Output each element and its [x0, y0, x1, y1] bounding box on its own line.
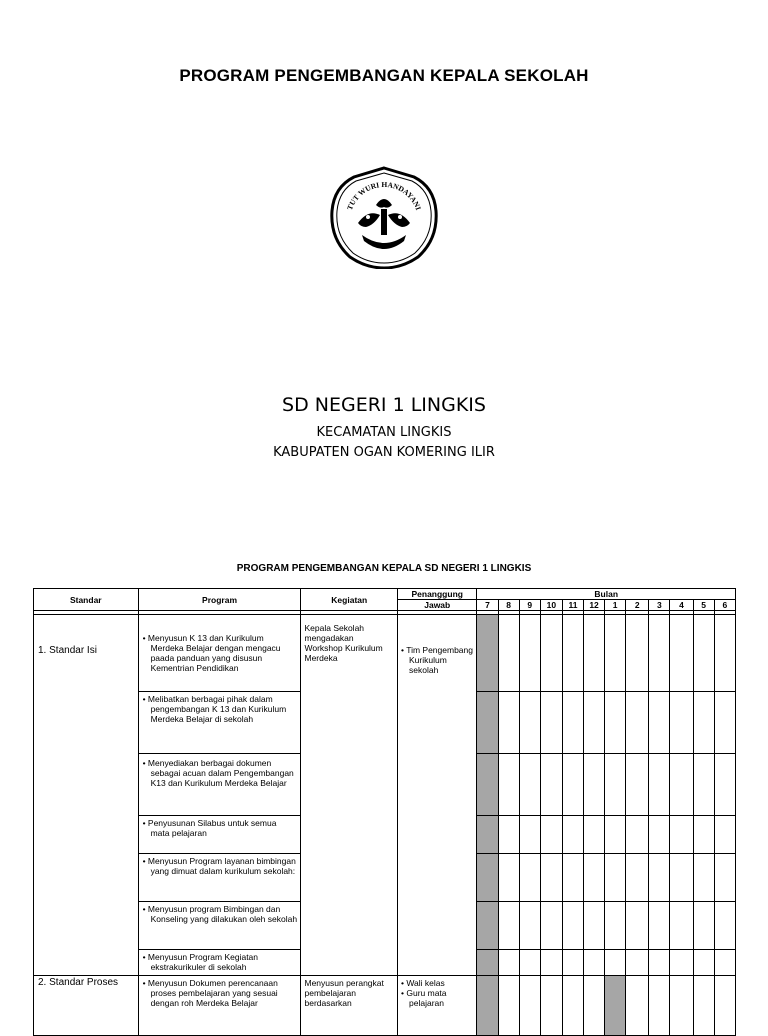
program-table	[33, 588, 736, 1036]
program-item: • Menyusun K 13 dan Kurikulum Merdeka Belajar dengan mengacu paada panduan yang disusun Kementrian Pendidikan	[138, 615, 301, 692]
penanggung-jawab-cell: • Tim Pengembang Kurikulum sekolah	[398, 615, 477, 976]
header-program: Program	[138, 589, 301, 611]
schedule-cell-active	[477, 854, 498, 902]
program-item: • Menyusun program Bimbingan dan Konseling yang dilakukan oleh sekolah	[138, 902, 301, 950]
month-cell: 3	[649, 600, 670, 611]
month-cell: 12	[584, 600, 605, 611]
page-title: PROGRAM PENGEMBANGAN KEPALA SEKOLAH	[179, 66, 589, 85]
program-item: • Menyusun Program layanan bimbingan yang dimuat dalam kurikulum sekolah:	[138, 854, 301, 902]
schedule-cell-active	[477, 816, 498, 854]
table-title: PROGRAM PENGEMBANGAN KEPALA SD NEGERI 1 LINGKIS	[236, 563, 532, 574]
district-name: KECAMATAN LINGKIS	[316, 425, 452, 440]
penanggung-jawab-cell: • Wali kelas • Guru mata pelajaran	[398, 976, 477, 1036]
table-row	[34, 976, 736, 1036]
month-cell: 9	[519, 600, 540, 611]
schedule-cell-active	[477, 692, 498, 754]
header-kegiatan: Kegiatan	[301, 589, 398, 611]
month-cell: 11	[562, 600, 583, 611]
schedule-cell-active	[477, 615, 498, 692]
standar-proses-label: 2. Standar Proses	[34, 976, 139, 1036]
header-standar: Standar	[34, 589, 139, 611]
schedule-cell-active	[605, 976, 626, 1036]
svg-text:TUT WURI HANDAYANI: TUT WURI HANDAYANI	[345, 179, 423, 212]
schedule-cell-active	[477, 754, 498, 816]
schedule-cell-active	[477, 976, 498, 1036]
program-item: • Menyusun Dokumen perencanaan proses pembelajaran yang sesuai dengan roh Merdeka Belajar	[138, 976, 301, 1036]
program-item: • Penyusunan Silabus untuk semua mata pelajaran	[138, 816, 301, 854]
month-cell: 5	[693, 600, 714, 611]
header-penanggung: Penanggung	[398, 589, 477, 600]
month-cell: 1	[605, 600, 626, 611]
month-cell: 2	[626, 600, 649, 611]
program-item: • Melibatkan berbagai pihak dalam pengembangan K 13 dan Kurikulum Merdeka Belajar di sekolah	[138, 692, 301, 754]
month-cell: 4	[670, 600, 693, 611]
standar-isi-label: 1. Standar Isi	[34, 615, 139, 976]
month-cell: 10	[540, 600, 562, 611]
month-cell: 8	[498, 600, 519, 611]
header-jawab: Jawab	[398, 600, 477, 611]
tut-wuri-handayani-logo	[328, 165, 440, 269]
header-bulan: Bulan	[477, 589, 736, 600]
kegiatan-cell: Menyusun perangkat pembelajaran berdasarkan	[301, 976, 398, 1036]
table-row	[34, 615, 736, 692]
regency-name: KABUPATEN OGAN KOMERING ILIR	[273, 445, 495, 460]
kegiatan-cell: Kepala Sekolah mengadakan Workshop Kurikulum Merdeka	[301, 615, 398, 976]
program-item: • Menyusun Program Kegiatan ekstrakurikuler di sekolah	[138, 950, 301, 976]
month-cell: 6	[714, 600, 735, 611]
schedule-cell-active	[477, 950, 498, 976]
month-cell: 7	[477, 600, 498, 611]
school-name: SD NEGERI 1 LINGKIS	[282, 394, 486, 416]
schedule-cell-active	[477, 902, 498, 950]
program-item: • Menyediakan berbagai dokumen sebagai acuan dalam Pengembangan K13 dan Kurikulum Merdeka Belajar	[138, 754, 301, 816]
